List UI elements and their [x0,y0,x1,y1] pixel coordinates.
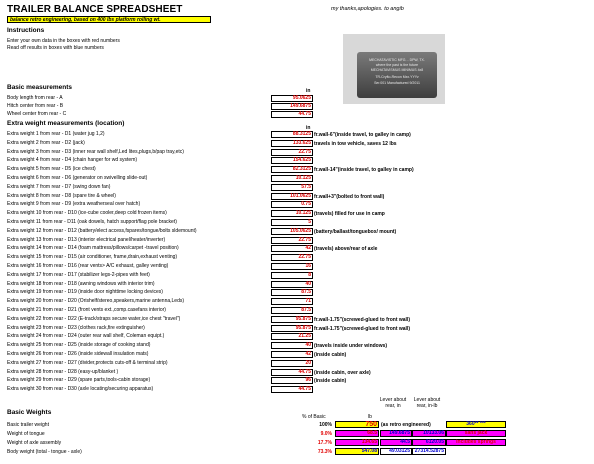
weights-col-arm: Lever about rear, in [379,397,407,409]
weights-pct: 9.0% [320,431,332,437]
extra-weight-input[interactable]: 44.75 [271,369,313,376]
extra-weight-label: Extra weight 17 from rear - D17 (stabilizer legs-2-pipes with feet) [7,271,150,278]
extra-weight-label: Extra weight 16 from rear - D16 (rear vents> A/C exhaust, galley venting) [7,263,169,269]
thanks-note: my thanks,apologies. to angib [331,6,404,12]
extra-weight-label: Extra weight 8 from rear - D8 (spare tire & wheel) [7,192,116,199]
extra-weight-input[interactable]: 96 [271,377,313,384]
extra-weight-input[interactable]: 5 [271,219,313,226]
extra-weight-label: Extra weight 12 from rear - D12 (battery/elect access,fspares/tongue/bolts sldemount) [7,227,197,234]
extra-unit: in [306,125,311,131]
weights-label: Basic trailer weight [7,422,49,428]
extra-weight-input[interactable]: 40 [271,342,313,349]
extra-weight-label: Extra weight 26 from rear - D26 (inside sidewall insulation mats) [7,351,149,357]
extra-weight-note: (inside cabin) [314,378,347,385]
extra-weight-label: Extra weight 6 from rear - D6 (generator on swivelling slide-out) [7,175,148,181]
extra-weight-label: Extra weight 19 from rear - D19 (inside door nighttime locking devices) [7,289,163,296]
extra-weight-label: Extra weight 27 from rear - D27 (divider,protects cuts-off & terminal strip) [7,359,168,366]
extra-weight-note: (travels) filled for use in camp [314,211,385,218]
extra-weight-note: fr.wall-1.75"(screwed-glued to front wall) [314,316,410,323]
basic-unit: in [306,88,311,94]
banner: balance retro engineering, based on 400 lbs platform rolling wt. [7,16,211,23]
extra-weight-label: Extra weight 20 from rear - D20 (Orishelf/stereo,speakers,marine antenna,Leds) [7,298,185,305]
extra-weight-input[interactable]: 16 [271,263,313,270]
weights-pct: 100% [319,422,332,428]
extra-weight-label: Extra weight 15 from rear - D15 (air conditioner, frame,drain,exhaust venting) [7,254,178,261]
weights-arm: 44.5 [380,439,412,446]
extra-weight-note: (travels inside under windows) [314,343,388,350]
extra-weight-label: Extra weight 5 from rear - D5 (ice chest) [7,166,96,173]
extra-weight-note: (inside cabin) [314,352,347,358]
extra-weight-input[interactable]: 71 [271,298,313,305]
extra-weight-label: Extra weight 11 from rear - D11 (oak dowels, hatch support/flag pole bracket) [7,219,177,225]
weights-arm: 49.03125 [380,448,412,455]
weights-lb: 68.5 [335,430,379,437]
extra-weight-input[interactable]: 88.3125 [271,131,313,138]
weights-pct: 17.7% [317,440,332,446]
extra-weight-input[interactable]: 133.625 [271,140,313,147]
plate-line-1: MECHATAVISTIC MFG. - DPW, TX. [369,58,425,62]
extra-weight-label: Extra weight 4 from rear - D4 (chain hanger for wd system) [7,157,138,164]
extra-weight-input[interactable]: 87.5 [271,307,313,314]
extra-weight-label: Extra weight 2 from rear - D2 (jack) [7,139,85,146]
plate-line-2: where the past is the future [375,63,419,67]
extra-weight-input[interactable]: 82.3125 [271,166,313,173]
weights-moment: 6120.05 [412,439,446,446]
weights-arm: 149.6875 [380,430,412,437]
basic-input[interactable]: 95.0625 [271,95,313,102]
page-title: TRAILER BALANCE SPREADSHEET [7,4,183,15]
extra-weight-input[interactable]: 21.25 [271,333,313,340]
extra-weight-label: Extra weight 9 from rear - D9 (extra weatherseal over hatch) [7,201,141,208]
weights-label: Weight of axle assembly [7,440,62,446]
extra-weight-label: Extra weight 23 from rear - D23 (clothes rack,fire extinguisher) [7,324,145,331]
extra-weight-label: Extra weight 18 from rear - D18 (awning windows with interior trim) [7,280,155,287]
extra-weight-note: fr.wall-6"(inside travel, to galley in camp) [314,132,411,138]
extra-weight-note: fr.wall-14"(inside travel, to galley in camp) [314,167,414,174]
basic-label: Wheel center from rear - C [7,111,67,117]
extra-weight-input[interactable]: 22.75 [271,237,313,244]
nameplate [357,52,437,98]
extra-weight-label: Extra weight 13 from rear - D13 (interior electrical panel/heater/inverter) [7,236,166,243]
extra-weight-input[interactable]: 57.5 [271,184,313,191]
extra-weight-label: Extra weight 25 from rear - D25 (inside storage of cooking stand) [7,342,151,349]
basic-heading: Basic measurements [7,84,73,91]
extra-weight-input[interactable]: 87.5 [271,289,313,296]
extra-weight-label: Extra weight 1 from rear - D1 (water jug 1,2) [7,131,105,137]
extra-weight-note: fr.wall-1.75"(screwed-glued to front wall) [314,325,410,332]
extra-weight-input[interactable]: 20 [271,360,313,367]
weights-lb: 547.08 [335,448,379,455]
weights-label: Weight of tongue [7,431,45,437]
weights-lb[interactable]: 750 [335,421,379,428]
extra-weight-label: Extra weight 30 from rear - D30 (axle locating/securing apparatus) [7,386,154,393]
weights-col-pct: % of Basic [302,414,326,420]
extra-weight-input[interactable]: 105.0625 [271,228,313,235]
basic-label: Hitch center from rear - B [7,103,64,109]
extra-weight-note: (battery/ballast/tonguebox/ mount) [314,228,397,235]
basic-label: Body length from rear - A [7,95,63,101]
extra-weight-input[interactable]: 22.75 [271,149,313,156]
extra-weight-input[interactable]: 42 [271,351,313,358]
plate-line-5: Ser.001 Manufactured 9/2011 [374,81,420,85]
extra-weight-note: (inside cabin, over axle) [314,369,371,376]
extra-weight-input[interactable]: 40 [271,281,313,288]
weights-moment: 10133.06 [412,430,446,437]
plate-line-3: MECHATAVISMUS MINIMUS 4x8 [370,68,424,72]
extra-weight-input[interactable]: 10.125 [271,175,313,182]
instructions-heading: Instructions [7,27,45,34]
extra-weight-input[interactable]: 101.0625 [271,193,313,200]
weights-label: Body weight (total - tongue - axle) [7,449,82,455]
weights-moment: 27314.52875 [412,448,446,455]
extra-weight-label: Extra weight 24 from rear - D24 (outer rear wall shelf, Coleman equipt.) [7,333,165,340]
extra-weight-input[interactable]: 95.875 [271,325,313,332]
basic-input[interactable]: 44.75 [271,111,313,118]
weights-col-moment: Lever about rear, in-lb [413,397,441,409]
weights-extra: sans jack [446,430,506,437]
extra-weight-input[interactable]: 42 [271,245,313,252]
extra-weight-label: Extra weight 21 from rear - D21 (front vents ext.,comp.casefans interior) [7,307,166,313]
extra-weight-label: Extra weight 3 from rear - D3 (inner rear wall shelf,Led lites,plugs,b/pap tray,etc) [7,148,184,155]
weights-note: (as retro engineered) [381,422,431,428]
extra-weight-input[interactable]: 10.125 [271,210,313,217]
weights-lb: 134.65 [335,439,379,446]
extra-weight-label: Extra weight 28 from rear - D28 (easy-up/blanket ) [7,368,119,375]
extra-weight-label: Extra weight 22 from rear - D22 (E-track/straps secure water,ice chest "travel") [7,315,181,322]
nameplate-photo [343,34,445,104]
extra-weight-input[interactable]: 22.75 [271,254,313,261]
extra-weight-label: Extra weight 29 from rear - D29 (spare parts,tools-cabin storage) [7,377,151,384]
weights-extra: includes springs [446,439,506,446]
weights-pct: 73.3% [317,449,332,455]
weights-extra: 360** *** [446,421,506,428]
extra-weight-input[interactable]: 44.75 [271,386,313,393]
extra-weight-input[interactable]: 8 [271,272,313,279]
weights-col-lb: lb [368,414,372,420]
extra-weight-note: fr.wall+3"(bolted to front wall) [314,193,385,200]
extra-heading: Extra weight measurements (location) [7,120,125,127]
extra-weight-label: Extra weight 14 from rear - D14 (foam mattress/pillows/carpet -travel position) [7,245,179,252]
weights-heading: Basic Weights [7,409,52,416]
extra-weight-note: (travels) above/rear of axle [314,246,378,253]
instructions-line-1: Enter your own data in the boxes with red numbers [7,38,120,44]
extra-weight-input[interactable]: 95.875 [271,316,313,323]
extra-weight-input[interactable]: 0.75 [271,201,313,208]
basic-input[interactable]: 149.6875 [271,103,313,110]
plate-line-4: TR-Cryfto-Recon Mxx.YYYv [375,75,419,79]
extra-weight-note: travels in tow vehicle, saves 12 lbs [314,140,397,147]
extra-weight-input[interactable]: 154.625 [271,157,313,164]
extra-weight-label: Extra weight 7 from rear - D7 (swing down fan) [7,183,111,190]
extra-weight-label: Extra weight 10 from rear - D10 (ice-cube cooler,deep cold frozen items) [7,210,167,217]
instructions-line-2: Read off results in boxes with blue numbers [7,45,104,51]
